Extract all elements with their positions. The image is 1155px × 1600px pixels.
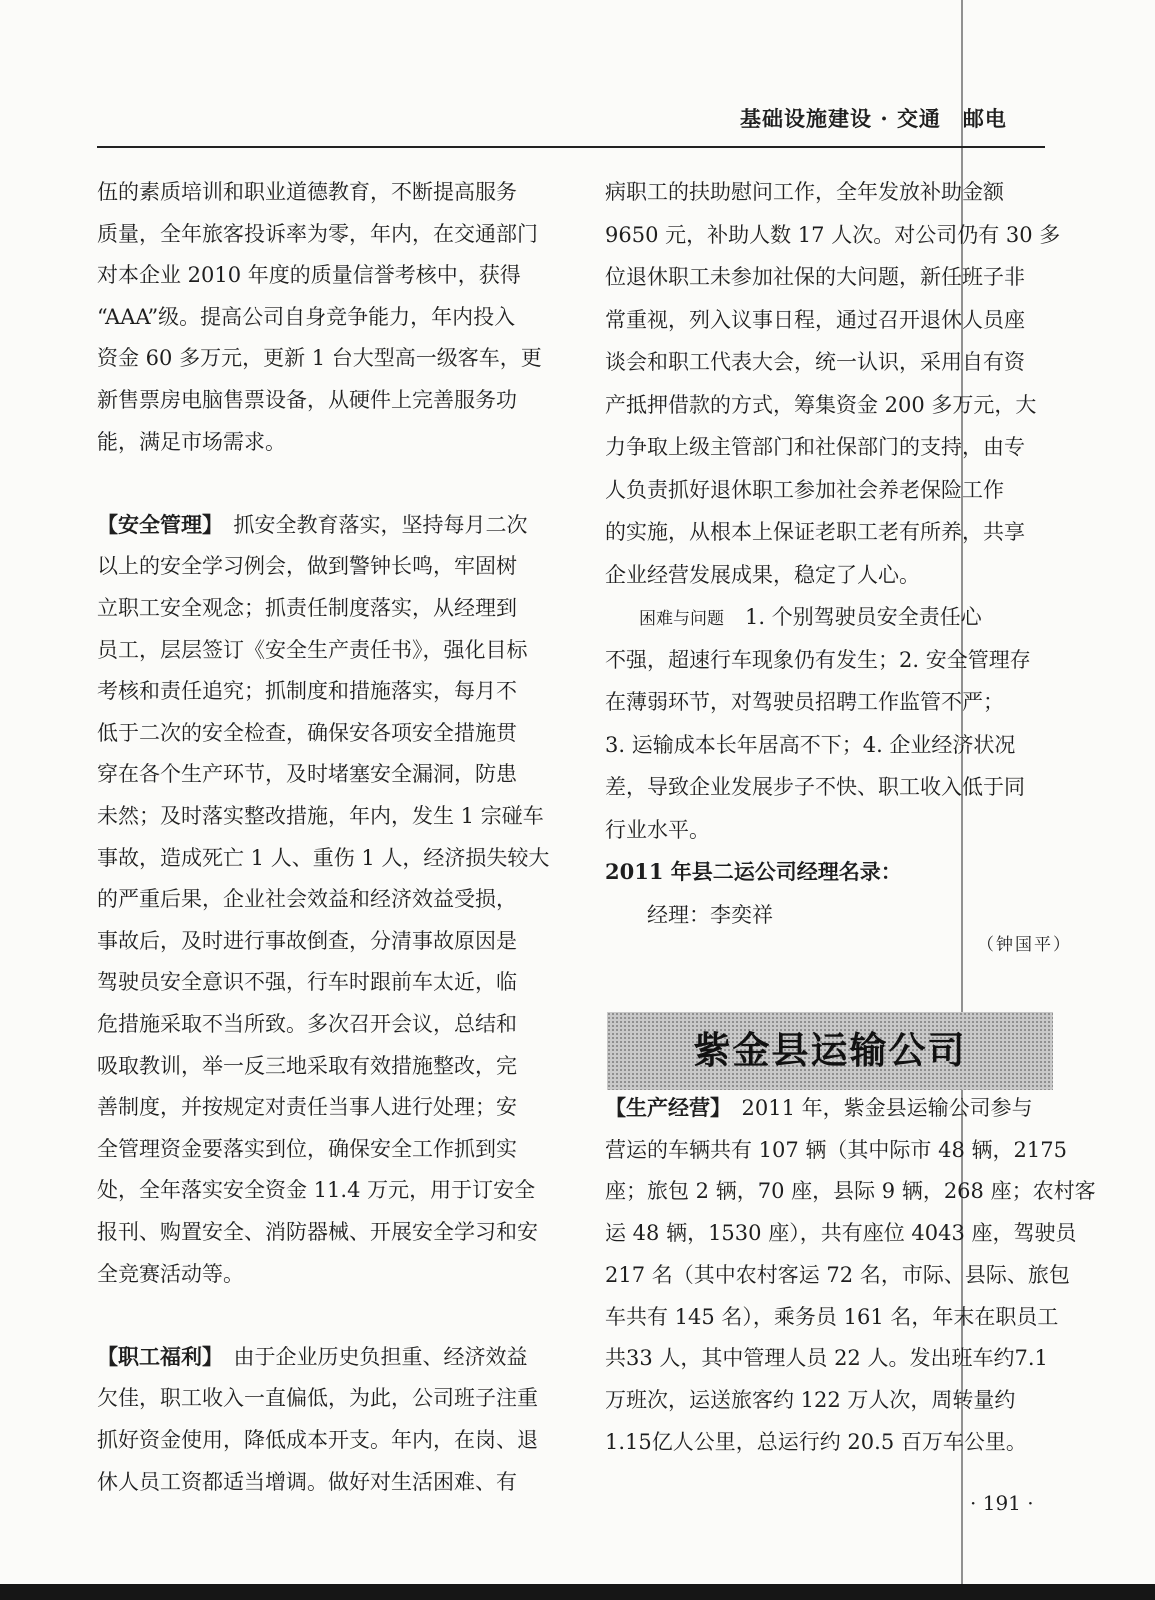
text-line [605,425,1025,469]
text-line [605,1086,1033,1130]
text-line [605,553,920,597]
line-text: 新售票房电脑售票设备，从硬件上完善服务功 [97,388,517,412]
text-line [605,255,1025,299]
line-text: “AAA”级。提高公司自身竞争能力，年内投入 [97,304,516,329]
line-text: 欠佳，职工收入一直偏低，为此，公司班子注重 [97,1386,538,1411]
line-text: 217 名（其中农村客运 72 名，市际、县际、旅包 [605,1262,1070,1287]
text-line [97,378,517,422]
line-text: 谈会和职工代表大会，统一认识，采用自有资 [605,350,1025,374]
line-text: 吸取教训，举一反三地采取有效措施整改，完 [97,1053,517,1078]
line-text: 常重视，列入议事日程，通过召开退休人员座 [605,307,1025,332]
line-text: 穿在各个生产环节，及时堵塞安全漏洞，防患 [97,762,517,787]
header-rule [97,146,1045,148]
line-text: 事故，造成死亡 1 人、重伤 1 人，经济损失较大 [97,845,550,870]
line-text: 1.15亿人公里，总运行约 20.5 百万车公里。 [605,1429,1027,1454]
text-line [605,213,1060,257]
running-header-dot: · [880,106,889,131]
line-text: 员工，层层签订《安全生产责任书》，强化目标 [97,637,528,662]
line-text: 休人员工资都适当增调。做好对生活困难、有 [97,1469,517,1494]
text-line [97,1085,517,1129]
text-line [97,1335,528,1379]
line-text: 报刊、购置安全、消防器械、开展安全学习和安 [97,1220,538,1244]
line-text: 全竞赛活动等。 [97,1261,244,1286]
section-tag: 【生产经营】 [605,1095,721,1120]
line-text: 善制度，并按规定对责任当事人进行处理；安 [97,1095,517,1120]
text-line [97,295,515,339]
text-line [605,1211,1076,1255]
line-text: 人负责抓好退休职工参加社会养老保险工作 [605,477,1004,502]
text-line [97,1376,538,1420]
text-line [97,752,517,796]
text-line [97,420,286,464]
text-line [605,468,1004,512]
text-line [97,877,517,921]
line-text: 全管理资金要落实到位，确保安全工作抓到实 [97,1136,517,1161]
line-text: 1. 个别驾驶员安全责任心 [724,605,982,629]
text-line [97,1418,538,1462]
text-line [605,510,1025,554]
text-line [97,1044,517,1088]
inline-subheading: 困难与问题 [605,609,724,629]
text-line [97,711,517,755]
text-line [97,1127,517,1171]
line-text: 万班次，运送旅客约 122 万人次，周转量约 [605,1387,1016,1412]
line-text: 质量，全年旅客投诉率为零，年内，在交通部门 [97,221,538,246]
line-text: 考核和责任追究；抓制度和措施落实，每月不 [97,679,517,704]
running-header [740,103,1040,139]
text-line [97,1002,517,1046]
text-line [97,836,549,880]
line-text: 的实施，从根本上保证老职工老有所养，共享 [605,520,1025,544]
text-line [97,1252,244,1296]
line-text: 低于二次的安全检查，确保安各项安全措施贯 [97,720,517,745]
line-text: 事故后，及时进行事故倒查，分清事故原因是 [97,928,517,953]
section-tag: 【安全管理】 [97,511,213,537]
section-title-box [607,1012,1053,1090]
line-text: 3. 运输成本长年居高不下；4. 企业经济状况 [605,732,1016,757]
scan-bottom-edge [0,1584,1155,1600]
text-line [605,1420,1027,1464]
text-line [605,1336,1048,1380]
line-text: 9650 元，补助人数 17 人次。对公司仍有 30 多 [605,222,1061,247]
text-line [605,680,1004,724]
line-text: 产抵押借款的方式，筹集资金 200 多万元，大 [605,392,1037,417]
running-header-sub: 交通 邮电 [896,106,1007,131]
line-text: 经理：李奕祥 [605,902,773,927]
section-tag: 【职工福利】 [97,1343,213,1369]
text-line [97,170,517,214]
line-text: 力争取上级主管部门和社保部门的支持，由专 [605,435,1025,459]
line-text: 车共有 145 名），乘务员 161 名，年末在职员工 [605,1304,1059,1329]
text-line [605,170,1004,214]
text-line [605,893,773,937]
line-text: 能，满足市场需求。 [97,429,286,454]
line-text: 的严重后果，企业社会效益和经济效益受损， [97,887,517,912]
line-text: 由于企业历史负担重、经济效益 [212,1344,528,1369]
text-line [605,1169,1096,1213]
text-line [605,723,1015,767]
line-text: 未然；及时落实整改措施，年内，发生 1 宗碰车 [97,804,544,828]
line-text: 差，导致企业发展步子不快、职工收入低于同 [605,775,1025,799]
line-text: 运 48 辆，1530 座），共有座位 4043 座，驾驶员 [605,1221,1077,1246]
text-line [605,595,982,639]
text-line [605,1253,1070,1297]
text-line [97,628,528,672]
line-text: 伍的素质培训和职业道德教育，不断提高服务 [97,180,517,204]
page-number: · 191 · [970,1491,1034,1515]
line-text: 处，全年落实安全资金 11.4 万元，用于订安全 [97,1178,536,1203]
text-line [605,298,1025,342]
text-line [97,960,517,1004]
line-text: 营运的车辆共有 107 辆（其中际市 48 辆，2175 [605,1137,1067,1162]
line-text: 企业经营发展成果，稳定了人心。 [605,562,920,587]
text-line [97,544,517,588]
text-line [97,669,517,713]
text-line [605,808,710,852]
text-line [605,383,1036,427]
line-text: 以上的安全学习例会，做到警钟长鸣，牢固树 [97,554,517,579]
line-text: 不强，超速行车现象仍有发生；2. 安全管理存 [605,647,1031,672]
line-text: 2011 年，紫金县运输公司参与 [720,1096,1033,1120]
text-line [97,794,544,838]
author-byline: （钟国平） [977,935,1072,955]
text-line [605,1378,1015,1422]
line-text: 位退休职工未参加社保的大问题，新任班子非 [605,265,1025,289]
text-line [97,212,538,256]
text-line [97,1168,535,1212]
text-line [97,919,517,963]
line-text: 危措施采取不当所致。多次召开会议，总结和 [97,1012,517,1036]
line-text: 资金 60 多万元，更新 1 台大型高一级客车，更 [97,346,542,371]
running-header-main: 基础设施建设 [740,106,872,131]
line-text: 座；旅包 2 辆，70 座，县际 9 辆，268 座；农村客 [605,1179,1096,1204]
line-text: 抓安全教育落实，坚持每月二次 [212,512,528,537]
text-line [605,765,1025,809]
text-line [605,340,1025,384]
line-text: 驾驶员安全意识不强，行车时跟前车太近，临 [97,970,517,995]
text-line [605,638,1031,682]
text-line [97,1460,517,1504]
list-heading: 2011 年县二运公司经理名录： [605,859,902,884]
line-text: 在薄弱环节，对驾驶员招聘工作监管不严； [605,690,1004,714]
text-line [97,253,521,297]
text-line [605,850,902,894]
line-text: 行业水平。 [605,817,710,842]
text-line [605,1128,1067,1172]
text-line [97,586,517,630]
text-line [605,1295,1058,1339]
line-text: 对本企业 2010 年度的质量信誉考核中，获得 [97,263,521,288]
text-line [97,503,528,547]
text-line [97,336,542,380]
line-text: 共33 人，其中管理人员 22 人。发出班车约7.1 [605,1346,1048,1371]
text-line [97,1210,538,1254]
section-title: 紫金县运输公司 [693,1029,967,1072]
line-text: 抓好资金使用，降低成本开支。年内，在岗、退 [97,1428,538,1452]
line-text: 病职工的扶助慰问工作，全年发放补助金额 [605,180,1004,204]
line-text: 立职工安全观念；抓责任制度落实，从经理到 [97,596,517,620]
